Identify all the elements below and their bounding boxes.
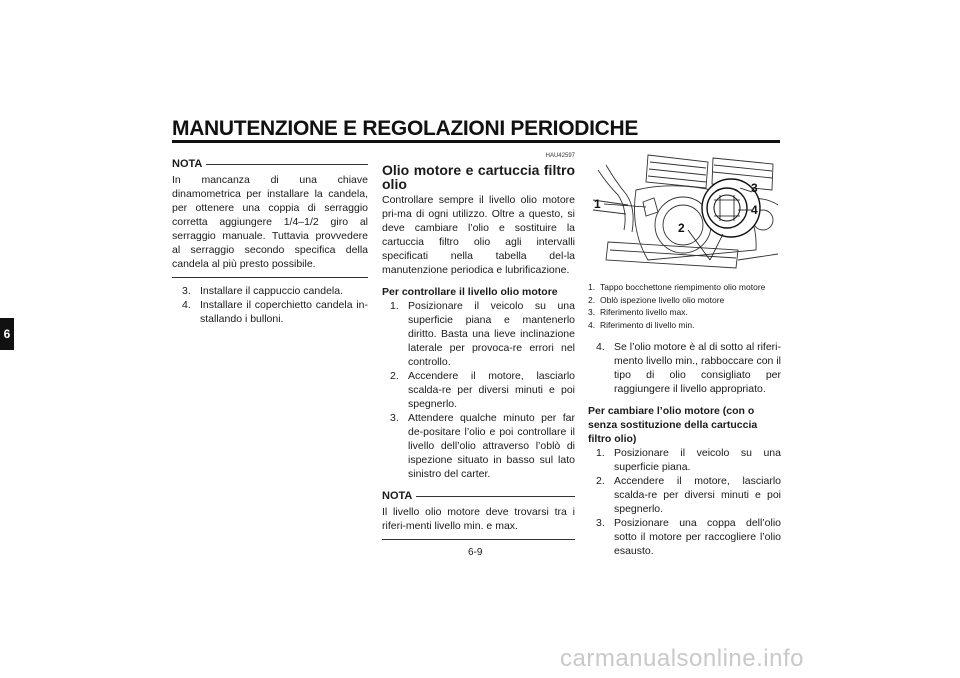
list-item: 4. Se l’olio motore è al di sotto al riferi-mento livello min., rabboccare con il tipo di olio consigliato per raggiungere il livello appropriato. bbox=[596, 341, 781, 395]
callout-2: 2 bbox=[678, 221, 685, 235]
engine-figure bbox=[588, 150, 780, 278]
nota-label: NOTA bbox=[172, 158, 203, 170]
change-heading: Per cambiare l’olio motore (con o senza sostituzione della cartuccia filtro olio) bbox=[588, 405, 758, 445]
column-3-text bbox=[588, 340, 781, 558]
change-steps bbox=[588, 446, 781, 558]
nota-heading bbox=[172, 157, 368, 171]
caption-item: 4. Riferimento di livello min. bbox=[588, 319, 695, 330]
nota-rule bbox=[206, 164, 368, 165]
list-item: 4. Installare il coperchietto candela in-stallando i bulloni. bbox=[182, 299, 368, 325]
page-header-title: MANUTENZIONE E REGOLAZIONI PERIODICHE bbox=[172, 117, 639, 140]
check-steps bbox=[382, 299, 575, 481]
check-heading: Per controllare il livello olio motore bbox=[382, 286, 558, 298]
list-item: 2. Accendere il motore, lasciarlo scalda-re per diversi minuti e poi spegnerlo. bbox=[390, 370, 575, 410]
caption-item: 1. Tappo bocchettone riempimento olio motore bbox=[588, 282, 766, 292]
step4-list bbox=[588, 340, 781, 396]
watermark[interactable]: carmanualsonline.info bbox=[560, 645, 804, 672]
callout-3: 3 bbox=[751, 181, 758, 195]
nota-end-rule bbox=[172, 277, 368, 278]
list-item: 3. Installare il cappuccio candela. bbox=[182, 285, 344, 297]
steps-list bbox=[172, 284, 368, 326]
list-item: 3. Posizionare una coppa dell’olio sotto il motore per raccogliere l’olio esausto. bbox=[596, 517, 781, 557]
chapter-tab: 6 bbox=[0, 318, 14, 350]
list-item: 1. Posizionare il veicolo su una superficie piana e mantenerlo diritto. Basta una lieve inclinazione laterale per provoca-re errori nel controllo. bbox=[390, 300, 575, 368]
caption-item: 3. Riferimento livello max. bbox=[588, 307, 688, 317]
column-1 bbox=[172, 157, 368, 326]
list-item: 3. Attendere qualche minuto per far de-positare l’olio e poi controllare il livello dell’olio attraverso l’oblò di ispezione situato in basso sul lato sinistro del carter. bbox=[390, 412, 575, 480]
caption-item: 2. Oblò ispezione livello olio motore bbox=[588, 294, 725, 305]
intro-text: Controllare sempre il livello olio motore pri-ma di ogni utilizzo. Oltre a questo, si deve cambiare l’olio e sostituire la cartuccia filtro olio agli intervalli specificati nella tabella del-la manutenzione periodica e lubrificazione. bbox=[382, 194, 575, 276]
nota-rule bbox=[416, 496, 575, 497]
section-code: HAU42597 bbox=[545, 153, 575, 159]
figure-captions bbox=[588, 281, 782, 331]
column-2 bbox=[382, 149, 575, 540]
section-title: Olio motore e cartuccia filtro olio bbox=[382, 162, 575, 192]
nota-text: Il livello olio motore deve trovarsi tra i riferi-menti livello min. e max. bbox=[382, 506, 575, 532]
nota-heading bbox=[382, 489, 575, 503]
header-rule bbox=[172, 140, 780, 143]
nota-text: In mancanza di una chiave dinamometrica per installare la candela, per ottenere una coppia di serraggio corretta aggiungere 1/4–1/2 giro al serraggio manuale. Tuttavia provvedere al serraggio secondo specifica della candela al più presto possibile. bbox=[172, 174, 368, 270]
list-item: 1. Posizionare il veicolo su una superficie piana. bbox=[596, 447, 781, 473]
list-item: 2. Accendere il motore, lasciarlo scalda-re per diversi minuti e poi spegnerlo. bbox=[596, 475, 781, 515]
nota-label: NOTA bbox=[382, 490, 413, 502]
callout-4: 4 bbox=[751, 203, 758, 217]
page-number: 6-9 bbox=[468, 547, 483, 558]
callout-1: 1 bbox=[594, 197, 601, 211]
engine-illustration bbox=[588, 150, 780, 278]
nota-end-rule bbox=[382, 539, 575, 540]
